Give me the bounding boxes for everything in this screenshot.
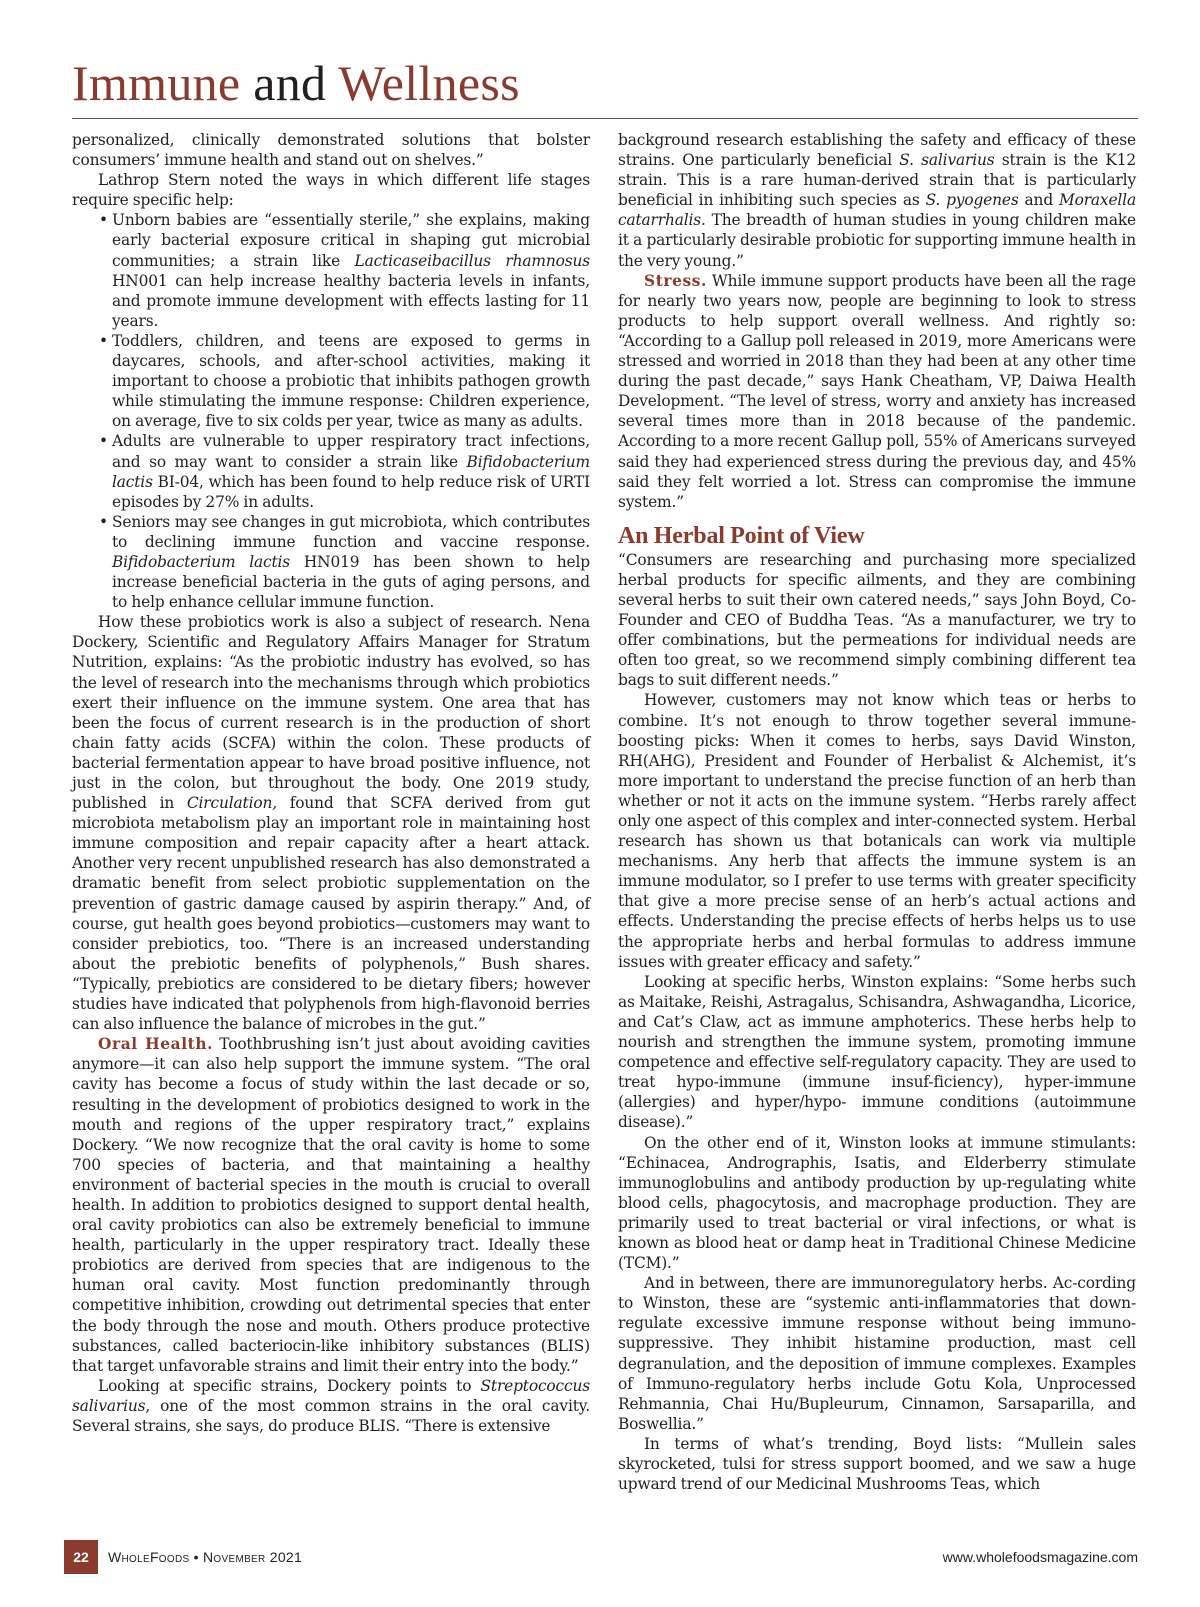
- header-word-immune: Immune: [72, 55, 241, 111]
- lead-oral-health: Oral Health.: [98, 1035, 214, 1054]
- right-paragraph-stress: [618, 271, 1136, 512]
- italic-term: Bifidobacterium lactis: [112, 452, 590, 491]
- italic-term: Circulation,: [186, 794, 277, 813]
- left-paragraph-2: Lathrop Stern noted the ways in which different life stages require specific help:: [72, 171, 590, 210]
- text-run: HN019 has been shown to help increase beneficial bacteria in the guts of aging persons, and to help enhance cellular immune function.: [112, 552, 590, 612]
- left-paragraph-oral-health: [72, 1034, 590, 1376]
- list-item-adults: [112, 431, 590, 511]
- header-rule: [72, 118, 1138, 119]
- life-stages-list: [72, 210, 590, 612]
- text-run: BI-04, which has been found to help reduce risk of URTI episodes by 27% in adults.: [112, 472, 590, 511]
- italic-term: Streptococcus salivarius: [72, 1376, 590, 1415]
- lead-stress: Stress.: [644, 271, 708, 290]
- header-word-and: and: [253, 55, 327, 111]
- italic-term: S. pyogenes: [925, 191, 1019, 210]
- text-run: Adults are vulnerable to upper respiratory tract infections, and so may want to consider a strain like: [112, 432, 590, 471]
- right-paragraph-8: In terms of what’s trending, Boyd lists: “Mullein sales skyrocketed, tulsi for stress support boomed, and we saw a huge upward trend of our Medicinal Mushrooms Teas, which: [618, 1434, 1136, 1494]
- list-item-seniors: [112, 512, 590, 612]
- stress-text: While immune support products have been all the rage for nearly two years now, people are beginning to look to stress products to help support overall wellness. And rightly so: “According to a Gallup poll released in 2019, more Americans were stressed and worried in 2018 than they had been at any other time during the past decade,” says Hank Cheatham, VP, Daiwa Health Development. “The level of stress, worry and anxiety has increased several times more than in 2018 because of the pandemic. According to a more recent Gallup poll, 55% of Americans surveyed said they had experienced stress during the previous day, and 45% said they felt worried a lot. Stress can compromise the immune system.”: [618, 271, 1136, 511]
- left-paragraph-1: personalized, clinically demonstrated solutions that bolster consumers’ immune health and stand out on shelves.”: [72, 131, 590, 170]
- right-paragraph-7: And in between, there are immunoregulatory herbs. Ac-cording to Winston, these are “systemic anti-inflammatories that down-regulate excessive immune response without being immuno-suppressive. They inhibit histamine production, mast cell degranulation, and the deposition of immune complexes. Examples of Immuno-regulatory herbs include Gotu Kola, Unprocessed Rehmannia, Chai Hu/Bupleurum, Cinnamon, Sarsaparilla, and Boswellia.”: [618, 1274, 1136, 1433]
- text-run: HN001 can help increase healthy bacteria levels in infants, and promote immune development with effects lasting for 11 years.: [112, 271, 590, 330]
- page-header: [72, 55, 520, 111]
- text-run: found that SCFA derived from gut microbiota metabolism play an important role in maintaining host immune composition and repair capacity after a heart attack. Another very recent unpublished research has also demonstrated a dramatic benefit from select probiotic supplementation on the prevention of gastric damage caused by aspirin therapy.” And, of course, gut health goes beyond probiotics—customers may want to consider prebiotics, too. “There is an increased understanding about the prebiotic benefits of polyphenols,” Bush shares. “Typically, prebiotics are considered to be dietary fibers; however studies have indicated that polyphenols from high-flavonoid berries can also influence the balance of microbes in the gut.”: [72, 794, 590, 1034]
- text-run: , one of the most common strains in the oral cavity. Several strains, she says, do produce BLIS. “There is extensive: [72, 1396, 590, 1435]
- page-footer: [64, 1540, 1138, 1574]
- text-run: The breadth of human studies in young children make it a particularly desirable probiotic for supporting immune health in the very young.”: [618, 211, 1136, 270]
- list-item-children: • Toddlers, children, and teens are exposed to germs in daycares, schools, and after-school activities, making it important to choose a probiotic that inhibits pathogen growth while stimulating the immune response: Children experience, on average, five to six colds per year, twice as many as adults.: [112, 331, 590, 431]
- italic-term: Lacticaseibacillus rhamnosus: [354, 251, 590, 270]
- text-run: Seniors may see changes in gut microbiota, which contributes to declining immune function and vaccine response.: [112, 512, 590, 551]
- issue-label: WholeFoods • November 2021: [108, 1549, 303, 1565]
- text-run: and: [1018, 191, 1059, 210]
- section-heading-herbal: An Herbal Point of View: [618, 522, 865, 549]
- website-link[interactable]: www.wholefoodsmagazine.com: [942, 1549, 1138, 1565]
- oral-health-text: Toothbrushing isn’t just about avoiding cavities anymore—it can also help support the immune system. “The oral cavity has become a focus of study within the last decade or so, resulting in the development of probiotics designed to work in the mouth and regions of the upper respiratory tract,” explains Dockery. “We now recognize that the oral cavity is home to some 700 species of bacteria, and that maintaining a healthy environment of bacterial species in the mouth is crucial to overall health. In addition to probiotics designed to support dental health, oral cavity probiotics can also be extremely beneficial to immune health, particularly in the upper respiratory tract. Ideally these probiotics are derived from species that are indigenous to the human oral cavity. Most function predominantly through competitive inhibition, crowding out detrimental species that enter the body through the nose and mouth. Others produce protective substances, called bacteriocin-like inhibitory substances (BLIS) that target unfavorable strains and limit their entry into the body.”: [72, 1035, 591, 1375]
- left-paragraph-5: [72, 1376, 590, 1436]
- text-run: Unborn babies are “essentially sterile,” she explains, making early bacterial exposure critical in shaping gut microbial communities; a strain like: [112, 211, 590, 270]
- text-run: background research establishing the safety and efficacy of these strains. One particularly beneficial: [618, 131, 1136, 170]
- left-column: [72, 130, 590, 1436]
- italic-term: Moraxella catarrhalis.: [618, 191, 1136, 230]
- left-paragraph-3: [72, 612, 590, 1034]
- right-column: [618, 130, 1136, 1494]
- list-item-unborn: [112, 210, 590, 331]
- right-paragraph-3: “Consumers are researching and purchasing more specialized herbal products for specific ailments, and they are combining several herbs to suit their own catered needs,” says John Boyd, Co-Founder and CEO of Buddha Teas. “As a manufacturer, we try to offer combinations, but the permeations for individual needs are often too great, so we recommend simply combining different tea bags to suit different needs.”: [618, 550, 1136, 690]
- text-run: How these probiotics work is also a subject of research. Nena Dockery, Scientific and Regulatory Affairs Manager for Stratum Nutrition, explains: “As the probiotic industry has evolved, so has the level of research into the mechanisms through which probiotics exert their influence on the immune system. One area that has been the focus of current research is in the production of short chain fatty acids (SCFA) within the colon. These products of bacterial fermentation appear to have broad positive influence, not just in the colon, but throughout the body. One 2019 study, published in: [72, 613, 590, 813]
- italic-term: Bifidobacterium lactis: [112, 552, 291, 571]
- italic-term: S. salivarius: [899, 151, 995, 170]
- text-run: Looking at specific strains, Dockery points to: [98, 1376, 481, 1395]
- right-paragraph-5: Looking at specific herbs, Winston explains: “Some herbs such as Maitake, Reishi, Astragalus, Schisandra, Ashwagandha, Licorice, and Cat’s Claw, act as immune amphoterics. These herbs help to nourish and strengthen the immune system, promoting immune competence and effective self-regulatory capacity. They are used to treat hypo-immune (immune insuf-ficiency), hyper-immune (allergies) and hyper/hypo- immune conditions (autoimmune disease).”: [618, 972, 1136, 1132]
- header-word-wellness: Wellness: [338, 55, 520, 111]
- text-run: strain is the K12 strain. This is a rare human-derived strain that is particularly beneficial in inhibiting such species as: [618, 151, 1137, 210]
- page-number: 22: [64, 1540, 98, 1574]
- right-paragraph-1: [618, 130, 1136, 271]
- right-paragraph-4: However, customers may not know which teas or herbs to combine. It’s not enough to throw together several immune-boosting picks: When it comes to herbs, says David Winston, RH(AHG), President and Founder of Herbalist & Alchemist, it’s more important to understand the precise function of an herb than whether or not it acts on the immune system. “Herbs rarely affect only one aspect of this complex and inter-connected system. Herbal research has shown us that botanicals can work via multiple mechanisms. Any herb that affects the immune system is an immune modulator, so I prefer to use terms with greater specificity that give a more precise sense of an herb’s actual actions and effects. Understanding the precise effects of herbs helps us to use the appropriate herbs and herbal formulas to address immune issues with greater efficacy and safety.”: [618, 691, 1136, 971]
- right-paragraph-6: On the other end of it, Winston looks at immune stimulants: “Echinacea, Andrographis, Isatis, and Elderberry stimulate immunoglobulins and antibody production by up-regulating white blood cells, phagocytosis, and macrophage production. They are primarily used to treat bacterial or viral infections, or what is known as blood heat or damp heat in Traditional Chinese Medicine (TCM).”: [618, 1133, 1136, 1273]
